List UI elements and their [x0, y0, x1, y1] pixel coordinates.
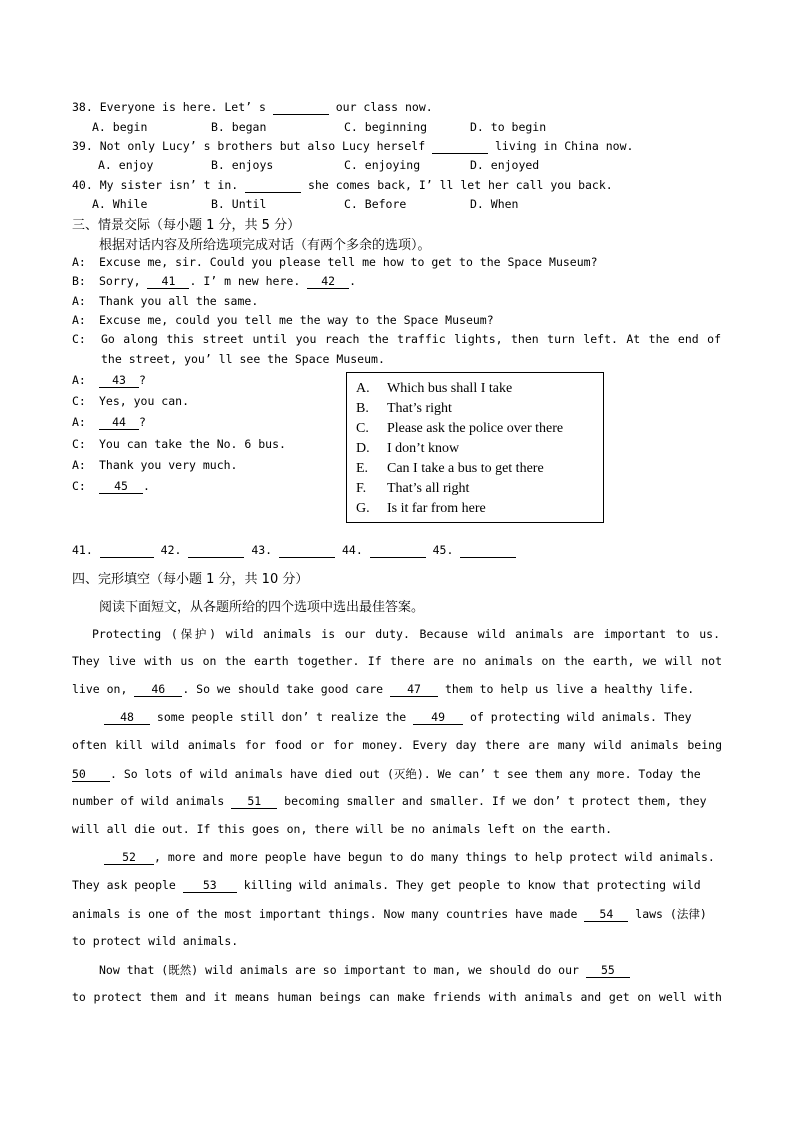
speaker-label: A: — [72, 458, 86, 472]
speaker-label: C: — [72, 332, 86, 346]
answer-line-45[interactable] — [460, 544, 516, 558]
option[interactable]: D. to begin — [470, 120, 547, 134]
question-stem: Not only Lucy’ s brothers but also Lucy herself — [99, 139, 433, 153]
passage-line: will all die out. If this goes on, there will be no animals left on the earth. — [72, 822, 613, 836]
passage-line: They ask people 53 killing wild animals. They get people to know that protecting wild — [72, 878, 701, 892]
cloze-blank-51[interactable]: 51 — [231, 795, 277, 809]
passage-line: often kill wild animals for food or for money. Every day there are many wild animals being — [72, 738, 722, 752]
dialog-line: 44 ? — [99, 415, 146, 430]
dialog-line: 45 . — [99, 479, 150, 494]
dialog-line: Yes, you can. — [99, 394, 190, 408]
option[interactable]: C. Before — [344, 197, 407, 211]
section-heading: 三、情景交际（每小题 1 分，共 5 分） — [72, 218, 301, 233]
option-item[interactable]: B. That’s right — [356, 401, 452, 416]
option-item[interactable]: E. Can I take a bus to get there — [356, 461, 544, 476]
answer-blank-41[interactable]: 41 — [147, 275, 189, 289]
option[interactable]: A. begin — [92, 120, 148, 134]
answer-blank-45[interactable]: 45 — [99, 480, 143, 494]
dialog-line: Go along this street until you reach the traffic lights, then turn left. At the end of — [101, 332, 721, 346]
option[interactable]: D. enjoyed — [470, 158, 540, 172]
answer-blank[interactable] — [432, 140, 488, 154]
question-stem: Everyone is here. Let’ s — [99, 100, 273, 114]
cloze-blank-48[interactable]: 48 — [104, 711, 150, 725]
cloze-blank-54[interactable]: 54 — [584, 908, 628, 922]
options-box — [346, 372, 604, 523]
cloze-blank-46[interactable]: 46 — [134, 683, 182, 697]
dialog-line: Thank you all the same. — [99, 294, 259, 308]
cloze-blank-47[interactable]: 47 — [390, 683, 438, 697]
answer-blank-43[interactable]: 43 — [99, 374, 139, 388]
dialog-line: Excuse me, could you tell me the way to the Space Museum? — [99, 313, 494, 327]
question-38 — [72, 100, 433, 115]
answer-row: 41. 42. 43. 44. 45. — [72, 543, 516, 558]
passage-line: number of wild animals 51 becoming smaller and smaller. If we don’ t protect them, they — [72, 794, 707, 808]
speaker-label: B: — [72, 274, 86, 288]
option-item[interactable]: C. Please ask the police over there — [356, 421, 564, 436]
option-item[interactable]: A. Which bus shall I take — [356, 381, 513, 396]
dialog-line: Thank you very much. — [99, 458, 238, 472]
answer-blank-44[interactable]: 44 — [99, 416, 139, 430]
cloze-blank-53[interactable]: 53 — [183, 879, 237, 893]
answer-line-44[interactable] — [370, 544, 426, 558]
option-item[interactable]: F. That’s all right — [356, 481, 470, 496]
option[interactable]: C. beginning — [344, 120, 428, 134]
question-stem: My sister isn’ t in. — [99, 178, 246, 192]
passage-line: 52 , more and more people have begun to do many things to help protect wild animals. — [104, 850, 722, 865]
option-item[interactable]: D. I don’t know — [356, 441, 460, 456]
passage-line: 50 . So lots of wild animals have died out (灭绝). We can’ t see them any more. Today the — [72, 767, 701, 781]
question-stem: she comes back, I’ ll let her call you back. — [301, 178, 613, 192]
question-stem: our class now. — [328, 100, 433, 114]
cloze-blank-50[interactable]: 50 — [72, 768, 110, 782]
question-number: 38. — [72, 100, 93, 114]
option[interactable]: B. began — [211, 120, 267, 134]
answer-blank[interactable] — [245, 179, 301, 193]
answer-blank[interactable] — [273, 101, 329, 115]
passage-line: animals is one of the most important things. Now many countries have made 54 laws (法律) — [72, 907, 707, 921]
option[interactable]: A. enjoy — [98, 158, 154, 172]
speaker-label: A: — [72, 373, 86, 387]
dialog-line: 43 ? — [99, 373, 146, 388]
dialog-line: Excuse me, sir. Could you please tell me how to get to the Space Museum? — [99, 255, 598, 269]
option[interactable]: B. Until — [211, 197, 267, 211]
question-number: 39. — [72, 139, 93, 153]
passage-line: live on, 46 . So we should take good care 47 them to help us live a healthy life. — [72, 682, 695, 696]
section-instruction: 阅读下面短文，从各题所给的四个选项中选出最佳答案。 — [99, 600, 425, 615]
passage-line: Protecting (保护) wild animals is our duty. Because wild animals are important to us. — [92, 627, 720, 641]
option[interactable]: A. While — [92, 197, 148, 211]
question-stem: living in China now. — [488, 139, 634, 153]
section-instruction: 根据对话内容及所给选项完成对话（有两个多余的选项）。 — [99, 238, 431, 253]
cloze-blank-49[interactable]: 49 — [413, 711, 463, 725]
answer-line-43[interactable] — [279, 544, 335, 558]
answer-blank-42[interactable]: 42 — [307, 275, 349, 289]
speaker-label: C: — [72, 394, 86, 408]
speaker-label: A: — [72, 255, 86, 269]
option[interactable]: B. enjoys — [211, 158, 274, 172]
passage-line: 48 some people still don’ t realize the 49 of protecting wild animals. They — [104, 710, 722, 725]
cloze-blank-55[interactable]: 55 — [586, 964, 630, 978]
dialog-line: You can take the No. 6 bus. — [99, 437, 286, 451]
section-heading: 四、完形填空（每小题 1 分，共 10 分） — [72, 572, 309, 587]
passage-line: to protect wild animals. — [72, 934, 239, 948]
speaker-label: A: — [72, 415, 86, 429]
answer-line-41[interactable] — [100, 544, 154, 558]
speaker-label: C: — [72, 437, 86, 451]
passage-line: They live with us on the earth together. If there are no animals on the earth, we will not — [72, 654, 722, 668]
dialog-line: Sorry, 41 . I’ m new here. 42 . — [99, 274, 357, 288]
passage-line: to protect them and it means human beings can make friends with animals and get on well with — [72, 990, 722, 1004]
passage-line: Now that (既然) wild animals are so important to man, we should do our 55 — [99, 962, 721, 978]
option-item[interactable]: G. Is it far from here — [356, 501, 486, 516]
cloze-blank-52[interactable]: 52 — [104, 851, 154, 865]
question-40 — [72, 178, 613, 193]
option[interactable]: C. enjoying — [344, 158, 421, 172]
dialog-line: the street, you’ ll see the Space Museum. — [101, 352, 385, 366]
question-number: 40. — [72, 178, 93, 192]
speaker-label: C: — [72, 479, 86, 493]
question-39 — [72, 139, 633, 154]
option[interactable]: D. When — [470, 197, 519, 211]
speaker-label: A: — [72, 313, 86, 327]
speaker-label: A: — [72, 294, 86, 308]
answer-line-42[interactable] — [188, 544, 244, 558]
